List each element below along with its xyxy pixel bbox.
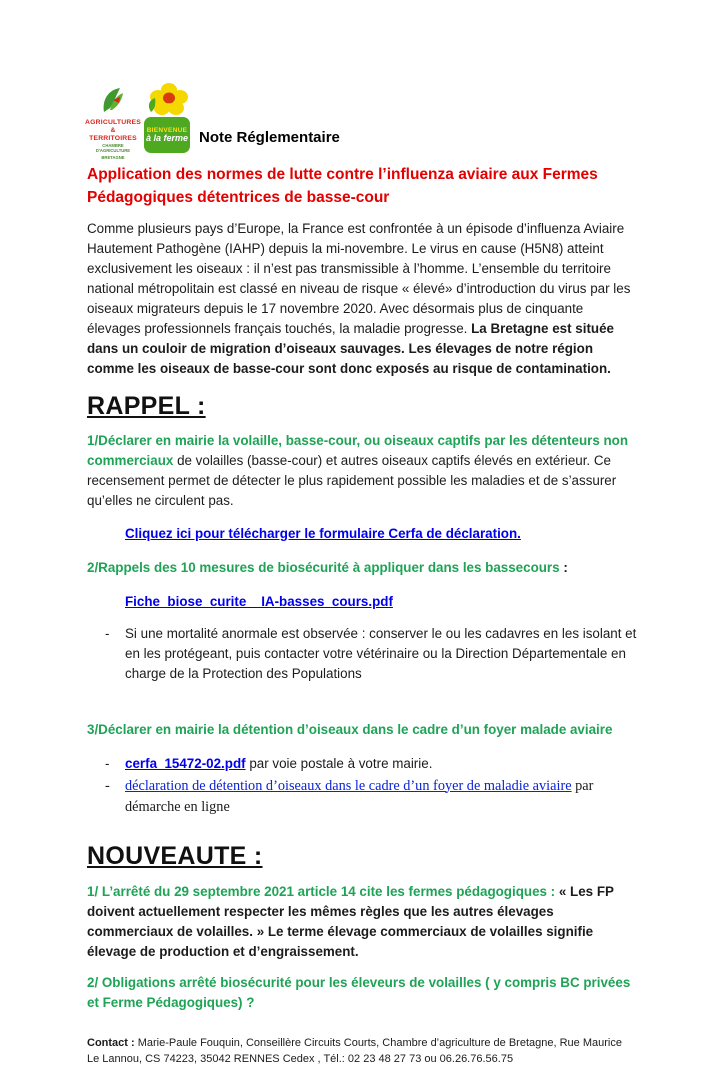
mortalite-bullet <box>105 624 637 684</box>
cerfa-download-link[interactable]: Cliquez ici pour télécharger le formulaire Cerfa de déclaration. <box>125 525 521 541</box>
contact-footer <box>87 1035 637 1067</box>
rappel-item3 <box>87 720 637 740</box>
note-type-title: Note Réglementaire <box>199 129 340 146</box>
bienvenue-a-la-ferme-logo <box>141 86 193 154</box>
rappel-item2-colon: : <box>559 559 568 575</box>
bullet-dash: - <box>105 755 110 771</box>
baf-logo-box <box>144 117 190 153</box>
leaf-bird-icon <box>98 86 128 119</box>
rappel-item1 <box>87 431 637 511</box>
contact-text: Marie-Paule Fouquin, Conseillère Circuits Courts, Chambre d’agriculture de Bretagne, Rue Maurice Le Lannou, CS 74223, 35042 RENNES Cedex , Tél.: 02 23 48 27 73 ou 06.26.76.56.75 <box>87 1036 622 1065</box>
fiche-biosecurite-link[interactable]: Fiche_biose_curite__IA-basses_cours.pdf <box>125 593 393 609</box>
rappel-heading: RAPPEL : <box>87 391 206 420</box>
cerfa-pdf-bullet <box>105 754 637 774</box>
declaration-en-ligne-link[interactable]: déclaration de détention d’oiseaux dans le cadre d’un foyer de maladie aviaire <box>125 777 572 794</box>
document-title: Application des normes de lutte contre l’influenza aviaire aux Fermes Pédagogiques détentrices de basse-cour <box>87 166 598 207</box>
nouveaute-item1 <box>87 882 637 962</box>
rappel-item2 <box>87 558 637 578</box>
nouveaute-item1-bold: « Les FP doivent actuellement respecter les mêmes règles que les autres élevages commerciaux de volailles. » Le terme élevage commerciaux de volailles signifie élevage de production et d’engraissement. <box>87 883 614 959</box>
rappel-item2-lead: 2/Rappels des 10 mesures de biosécurité à appliquer dans les bassecours <box>87 559 560 575</box>
declaration-bullet-text <box>125 776 637 818</box>
baf-logo-line1: BIENVENUE <box>146 127 188 134</box>
baf-logo-line2: à la ferme <box>145 133 189 143</box>
rappel-item3-lead: 3/Déclarer en mairie la détention d’oiseaux dans le cadre d’un foyer malade aviaire <box>87 721 613 737</box>
cerfa-pdf-link[interactable]: cerfa_15472-02.pdf <box>125 755 246 771</box>
intro-paragraph <box>87 219 637 379</box>
rappel-item1-lead: 1/Déclarer en mairie la volaille, basse-cour, ou oiseaux captifs par les détenteurs non commerciaux <box>87 432 629 468</box>
cerfa-download-link-row <box>125 524 637 544</box>
nouveaute-heading: NOUVEAUTE : <box>87 841 263 870</box>
bullet-dash: - <box>105 625 110 641</box>
intro-text-normal: Comme plusieurs pays d’Europe, la France est confrontée à un épisode d’influenza Aviaire Hautement Pathogène (IAHP) depuis la mi-novembre. Le virus en cause (H5N8) atteint exclusivement les oiseaux : il n’est pas transmissible à l’homme. L’ensemble du territoire national métropolitain est classé en niveau de risque « élevé» d’introduction du virus par les oiseaux migrateurs depuis le 17 novembre 2020. Avec désormais plus de cinquante élevages professionnels français touchés, la maladie progresse. <box>87 220 631 336</box>
declaration-bullet-rest: par démarche en ligne <box>125 777 594 815</box>
nouveaute-item2-text: 2/ Obligations arrêté biosécurité pour les éleveurs de volailles ( y compris BC privées et Ferme Pédagogiques) ? <box>87 974 631 1010</box>
contact-label: Contact : <box>87 1036 135 1049</box>
document-header <box>85 86 637 160</box>
cerfa-pdf-bullet-text <box>125 754 637 774</box>
chamber-logo-name-line1: AGRICULTURES <box>85 119 141 126</box>
chamber-logo-sub-line1: CHAMBRE D'AGRICULTURE <box>95 143 131 154</box>
chamber-agriculture-logo <box>85 86 141 160</box>
mortalite-bullet-text: Si une mortalité anormale est observée : conserver le ou les cadavres en les isolant et en les protégeant, puis contacter votre vétérinaire ou la Direction Départementale en charge de la Protection des Populations <box>125 625 637 681</box>
bullet-dash: - <box>105 777 110 794</box>
fiche-biosecurite-link-row <box>125 592 637 612</box>
intro-text-bold: La Bretagne est située dans un couloir de migration d’oiseaux sauvages. Les élevages de notre région comme les oiseaux de basse-cour sont donc exposés au risque de contamination. <box>87 320 614 376</box>
chamber-logo-name-line2: & TERRITOIRES <box>89 126 137 142</box>
declaration-bullet <box>105 776 637 818</box>
rappel-item1-body: de volailles (basse-cour) et autres oiseaux captifs élevés en extérieur. Ce recensement permet de détecter le plus rapidement possible les maladies et de s’assurer qu’elles ne circulent pas. <box>87 452 617 508</box>
nouveaute-item2 <box>87 973 637 1013</box>
cerfa-pdf-bullet-rest: par voie postale à votre mairie. <box>245 755 433 771</box>
chamber-logo-sub-line2: BRETAGNE <box>101 154 125 160</box>
nouveaute-item1-lead: 1/ L’arrêté du 29 septembre 2021 article 14 cite les fermes pédagogiques : <box>87 883 559 899</box>
